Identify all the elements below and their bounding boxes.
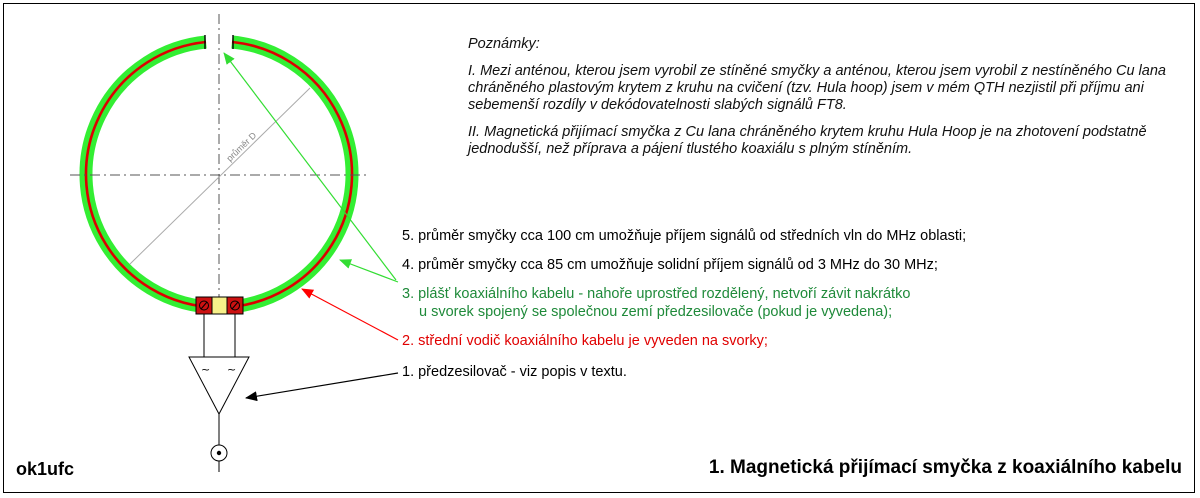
legend-item-5: 5. průměr smyčky cca 100 cm umožňuje příjem signálů od středních vln do MHz oblasti; (402, 228, 967, 244)
note-1: I. Mezi anténou, kterou jsem vyrobil ze stíněné smyčky a anténou, kterou jsem vyrobil z nestíněného Cu lana chráněného plastovým krytem z kruhu na cvičení (tzv. Hula hoop) jsem v mém QTH nezjistil při příjmu ani sebemenší rozdíly v dekódovatelnosti slabých signálů FT8. (468, 63, 1166, 113)
ac-symbol-right: ~ (227, 363, 237, 376)
legend-item-4: 4. průměr smyčky cca 85 cm umožňuje solidní příjem signálů od 3 MHz do 30 MHz; (402, 257, 938, 273)
arrow-preamp (246, 373, 398, 398)
arrow-conductor (302, 289, 398, 340)
author-callsign: ok1ufc (16, 459, 75, 479)
legend-item-1: 1. předzesilovač - viz popis v textu. (402, 364, 627, 380)
notes-block (468, 36, 1168, 168)
legend-item-3-line1: 3. plášť koaxiálního kabelu - nahoře uprostřed rozdělený, netvoří závit nakrátko (402, 286, 911, 302)
ac-symbol-left: ~ (201, 363, 211, 376)
legend-item-2: 2. střední vodič koaxiálního kabelu je vyveden na svorky; (402, 333, 768, 349)
diameter-line (130, 88, 310, 264)
figure-caption: 1. Magnetická přijímací smyčka z koaxiálního kabelu (708, 457, 1182, 478)
notes-heading: Poznámky: (468, 36, 540, 52)
legend-item-3-line2: u svorek spojený se společnou zemí předzesilovače (pokud je vyvedena); (419, 304, 893, 320)
arrow-gap (224, 53, 396, 280)
note-2: II. Magnetická přijímací smyčka z Cu lana chráněného krytem kruhu Hula Hoop je na zhotovení podstatně jednodušší, než příprava a pájení tlustého koaxiálu s plným stíněním. (468, 124, 1147, 157)
preamplifier-symbol (189, 357, 249, 414)
diameter-label: průměr D (224, 130, 259, 164)
